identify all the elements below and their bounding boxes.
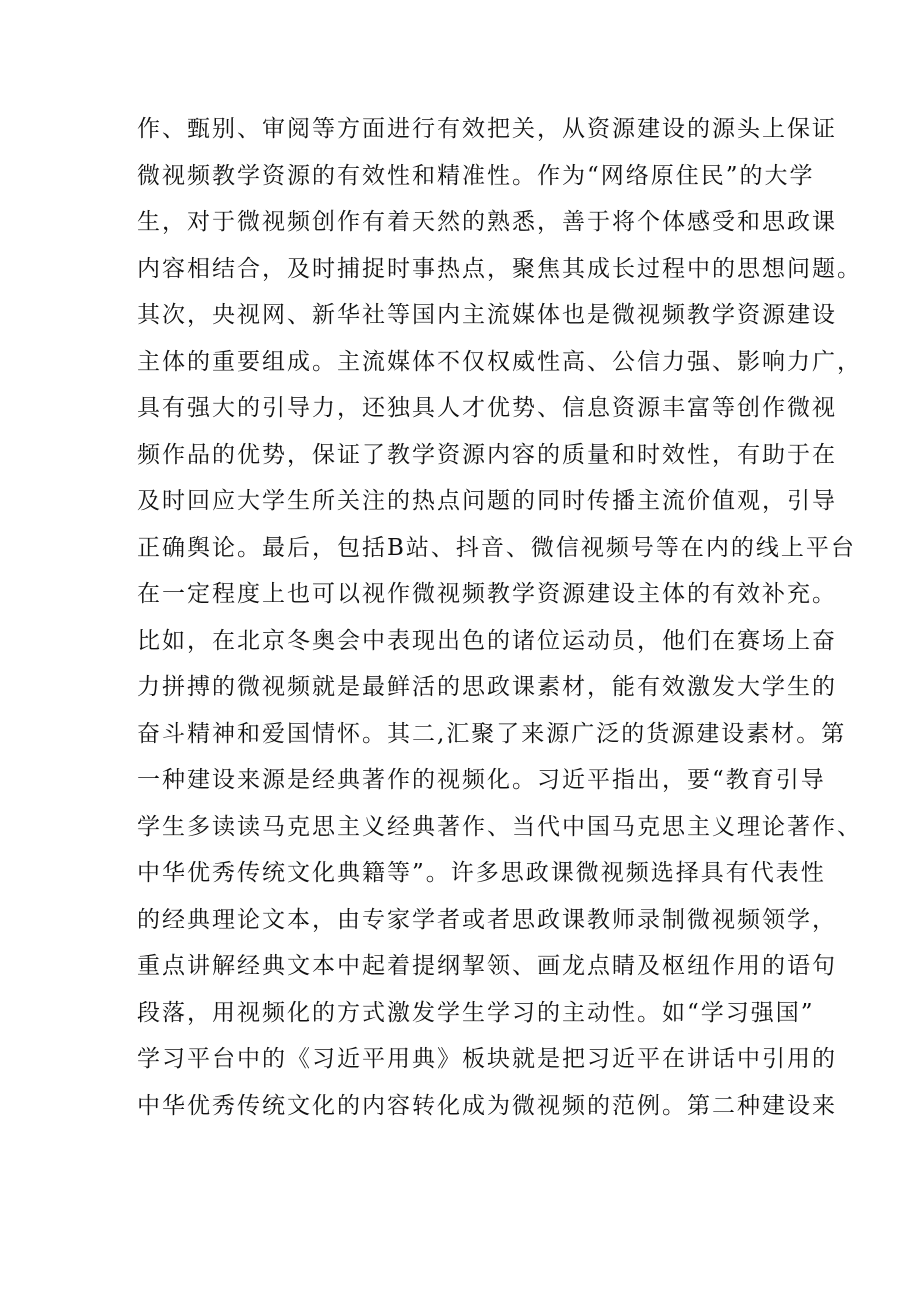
text-line: 奋斗精神和爱国情怀。其二,汇聚了来源广泛的货源建设素材。第 (137, 720, 847, 747)
text-line: 在一定程度上也可以视作微视频教学资源建设主体的有效补充。 (137, 581, 837, 607)
text-line: 内容相结合，及时捕捉时事热点，聚焦其成长过程中的思想问题。 (137, 255, 862, 282)
text-line: 频作品的优势，保证了教学资源内容的质量和时效性，有助于在 (137, 441, 837, 468)
text-line: 作、甄别、审阅等方面进行有效把关，从资源建设的源头上保证 (137, 116, 837, 142)
text-line: 中华优秀传统文化的内容转化成为微视频的范例。第二种建设来 (137, 1092, 837, 1119)
text-line: 段落，用视频化的方式激发学生学习的主动性。如“学习强国” (137, 999, 815, 1026)
text-line: 学生多读读马克思主义经典著作、当代中国马克思主义理论著作、 (137, 813, 862, 840)
text-line: 微视频教学资源的有效性和精准性。作为“网络原住民”的大学 (137, 162, 815, 189)
text-line: 具有强大的引导力，还独具人才优势、信息资源丰富等创作微视 (137, 395, 837, 421)
text-line: 正确舆论。最后，包括B站、抖音、微信视频号等在内的线上平台 (137, 534, 856, 561)
text-line: 力拼搏的微视频就是最鲜活的思政课素材，能有效激发大学生的 (137, 674, 837, 700)
text-line: 学习平台中的《习近平用典》板块就是把习近平在讲话中引用的 (137, 1046, 837, 1072)
text-line: 中华优秀传统文化典籍等”。许多思政课微视频选择具有代表性 (137, 860, 826, 886)
text-line: 其次，央视网、新华社等国内主流媒体也是微视频教学资源建设 (137, 302, 837, 328)
text-line: 一种建设来源是经典著作的视频化。习近平指出，要“教育引导 (137, 767, 826, 793)
body-text (137, 106, 862, 1129)
text-line: 及时回应大学生所关注的热点问题的同时传播主流价值观，引导 (137, 488, 837, 514)
text-line: 生，对于微视频创作有着天然的熟悉，善于将个体感受和思政课 (137, 209, 837, 235)
text-line: 主体的重要组成。主流媒体不仅权威性高、公信力强、影响力广， (137, 348, 862, 375)
text-line: 比如，在北京冬奥会中表现出色的诸位运动员，他们在赛场上奋 (137, 627, 837, 654)
text-line: 重点讲解经典文本中起着提纲挈领、画龙点睛及枢纽作用的语句 (137, 953, 837, 979)
text-line: 的经典理论文本，由专家学者或者思政课教师录制微视频领学， (137, 906, 837, 933)
